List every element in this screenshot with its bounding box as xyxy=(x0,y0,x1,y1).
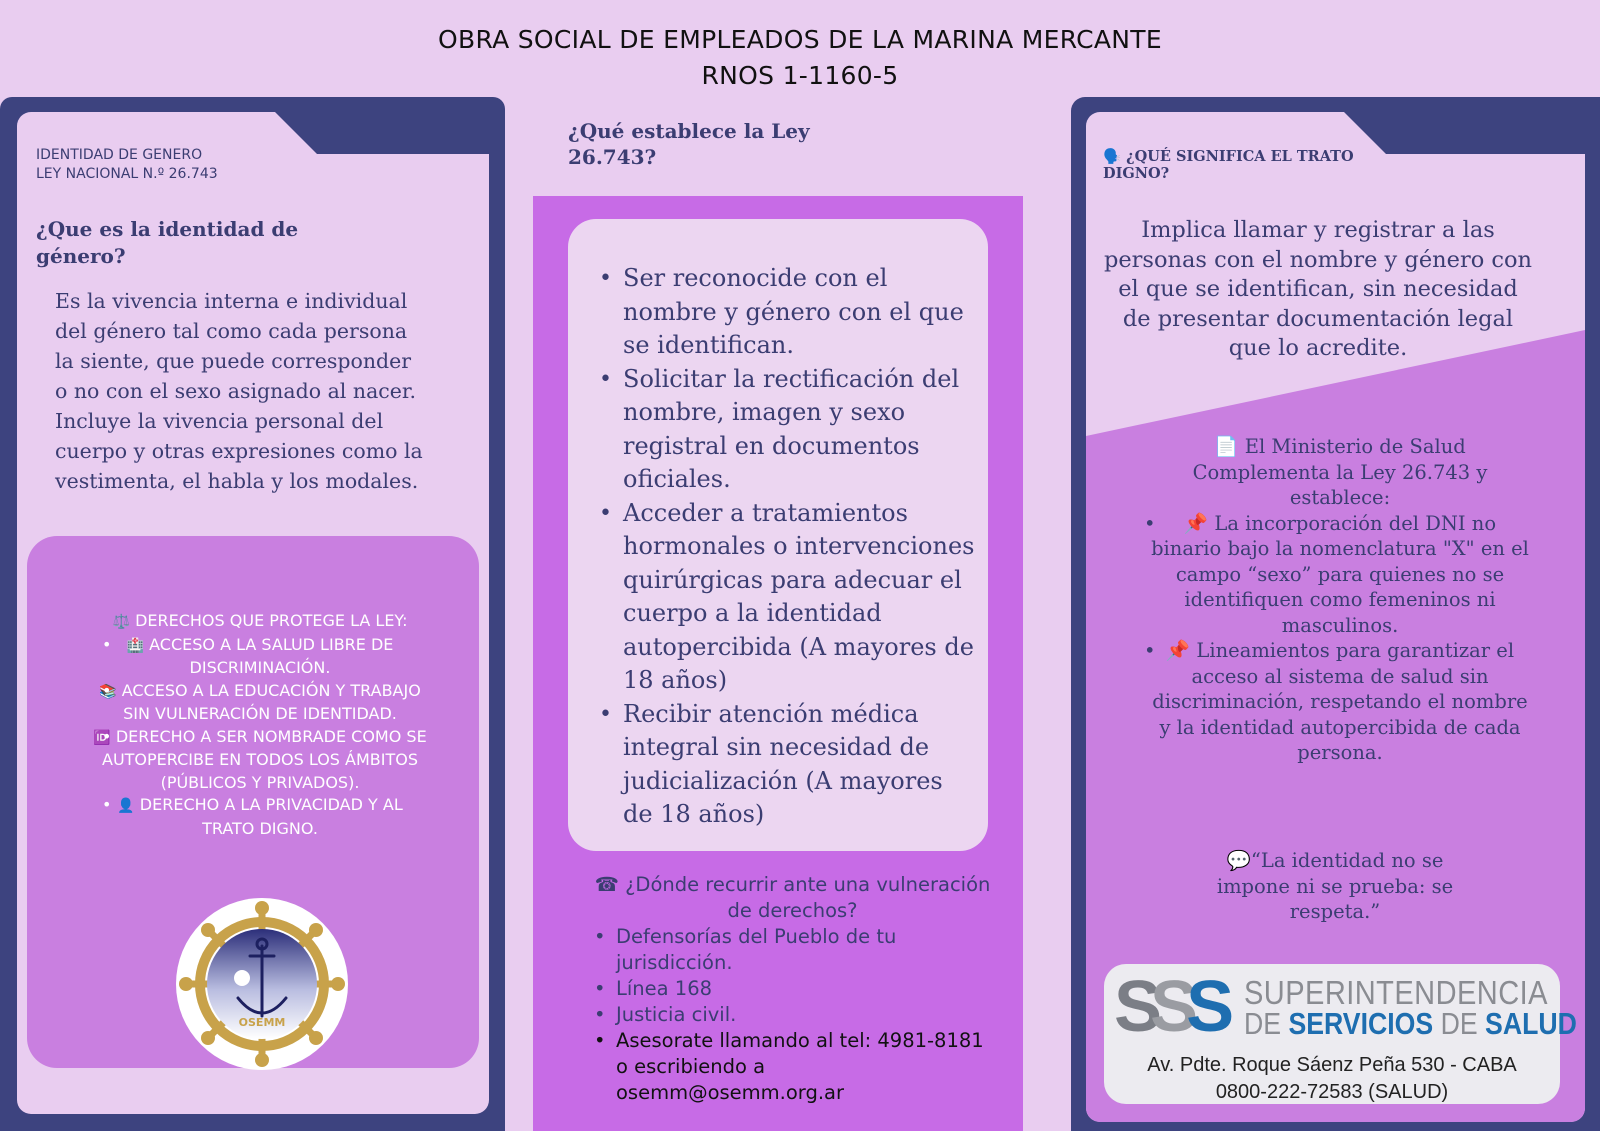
trato-digno-tag xyxy=(1103,148,1373,182)
right-item-text: DERECHO A SER NOMBRADE COMO SE AUTOPERCIBE EN TODOS LOS ÁMBITOS (PÚBLICOS Y PRIVADOS). xyxy=(102,726,427,792)
trato-digno-tag-text: ¿QUÉ SIGNIFICA EL TRATO DIGNO? xyxy=(1103,148,1354,182)
sss-letter: S xyxy=(1150,967,1187,1047)
ministry-item-text: Lineamientos para garantizar el acceso al sistema de salud sin discriminación, respetando el nombre y la identidad autopercibida de cada persona. xyxy=(1152,639,1528,764)
page-header xyxy=(0,22,1600,94)
where-item: • Defensorías del Pueblo de tu jurisdicción. xyxy=(590,924,995,976)
sss-de: DE xyxy=(1440,1006,1478,1041)
where-item: • Línea 168 xyxy=(590,976,995,1002)
left-panel-tag xyxy=(36,146,218,184)
trato-digno-description: Implica llamar y registrar a las personas con el nombre y género con el que se identifican, sin necesidad de presentar documentación legal que lo acredite. xyxy=(1103,217,1533,361)
speech-bubble-icon: 💬 xyxy=(1226,849,1251,872)
sss-phone: 0800-222-72583 (SALUD) xyxy=(1215,1081,1449,1103)
law-question: ¿Qué establece la Ley 26.743? xyxy=(568,119,810,169)
ministry-section xyxy=(1150,434,1530,766)
right-item-text: DERECHO A LA PRIVACIDAD Y AL TRATO DIGNO. xyxy=(139,795,403,838)
law-item: • Ser reconocide con el nombre y género con el que se identifican. xyxy=(597,262,975,363)
ministry-intro-text: El Ministerio de Salud Complementa la Ley 26.743 y establece: xyxy=(1192,435,1488,509)
sss-letter: S xyxy=(1114,967,1151,1047)
sss-contact xyxy=(1104,1052,1560,1106)
ministry-item-text: La incorporación del DNI no binario bajo la nomenclatura "X" en el campo “sexo” para quienes no se identifiquen como femeninos ni masculinos. xyxy=(1151,511,1529,637)
where-item-contact: • Asesorate llamando al tel: 4981-8181 o escribiendo a osemm@osemm.org.ar xyxy=(590,1028,995,1106)
books-icon: 📚 xyxy=(99,683,117,700)
sss-salud: SALUD xyxy=(1485,1006,1577,1041)
rights-title-text: DERECHOS QUE PROTEGE LA LEY: xyxy=(135,611,408,630)
tag-line-1: IDENTIDAD DE GENERO xyxy=(36,147,203,163)
ministry-intro xyxy=(1150,434,1530,511)
pushpin-icon: 📌 xyxy=(1183,511,1209,535)
law-item: • Solicitar la rectificación del nombre, imagen y sexo registral en documentos oficiales. xyxy=(597,363,975,497)
pushpin-icon: 📌 xyxy=(1165,639,1191,662)
right-item-3 xyxy=(90,726,430,795)
identity-question: ¿Que es la identidad de género? xyxy=(36,217,299,268)
law-item: • Recibir atención médica integral sin necesidad de judicialización (A mayores de 18 años) xyxy=(597,698,975,832)
ministry-item xyxy=(1150,638,1530,766)
quote-text: “La identidad no se impone ni se prueba: se respeta.” xyxy=(1216,849,1454,923)
where-section xyxy=(590,872,995,1106)
quote xyxy=(1210,848,1460,925)
id-icon: 🆔 xyxy=(93,729,111,746)
law-item: • Acceder a tratamientos hormonales o intervenciones quirúrgicas para adecuar el cuerpo a la identidad autopercibida (A mayores de 18 años) xyxy=(597,497,975,698)
right-item-text: ACCESO A LA EDUCACIÓN Y TRABAJO SIN VULNERACIÓN DE IDENTIDAD. xyxy=(121,680,421,723)
header-title: OBRA SOCIAL DE EMPLEADOS DE LA MARINA MERCANTE xyxy=(438,25,1162,54)
tag-line-2: LEY NACIONAL N.º 26.743 xyxy=(36,166,218,182)
where-item: • Justicia civil. xyxy=(590,1002,995,1028)
sss-mark xyxy=(1114,966,1222,1048)
sss-logo-card xyxy=(1104,964,1577,1104)
ministry-item xyxy=(1150,511,1530,639)
where-title: ☎ ¿Dónde recurrir ante una vulneración de derechos? xyxy=(594,873,991,922)
osemm-logo xyxy=(176,898,348,1070)
identity-definition: Es la vivencia interna e individual del género tal como cada persona la siente, que puede corresponder o no con el sexo asignado al nacer. Incluye la vivencia personal del cuerpo y otras expresiones como la vestimenta, el habla y los modales. xyxy=(55,289,423,493)
sss-servicios: SERVICIOS xyxy=(1288,1006,1434,1041)
speaking-head-icon: 🗣️ xyxy=(1103,148,1122,165)
document-icon: 📄 xyxy=(1214,435,1239,458)
person-icon: 👤 xyxy=(117,798,135,814)
sss-name-line-2 xyxy=(1244,1006,1577,1042)
right-item-1 xyxy=(90,634,430,680)
rights-list xyxy=(90,610,430,840)
right-item-text: ACCESO A LA SALUD LIBRE DE DISCRIMINACIÓN. xyxy=(149,634,394,677)
rights-title xyxy=(90,610,430,634)
sss-de: DE xyxy=(1244,1006,1282,1041)
header-rnos: RNOS 1-1160-5 xyxy=(701,61,899,90)
law-list xyxy=(597,262,975,832)
sss-name-line-1: SUPERINTENDENCIA xyxy=(1244,974,1548,1011)
right-item-2 xyxy=(90,680,430,726)
logo-text: OSEMM xyxy=(238,1016,286,1029)
scales-icon: ⚖️ xyxy=(112,614,130,630)
hospital-icon: 🏥 xyxy=(126,637,145,654)
right-item-4 xyxy=(90,794,430,840)
sss-letter: S xyxy=(1186,967,1223,1047)
sss-address: Av. Pdte. Roque Sáenz Peña 530 - CABA xyxy=(1147,1054,1517,1076)
